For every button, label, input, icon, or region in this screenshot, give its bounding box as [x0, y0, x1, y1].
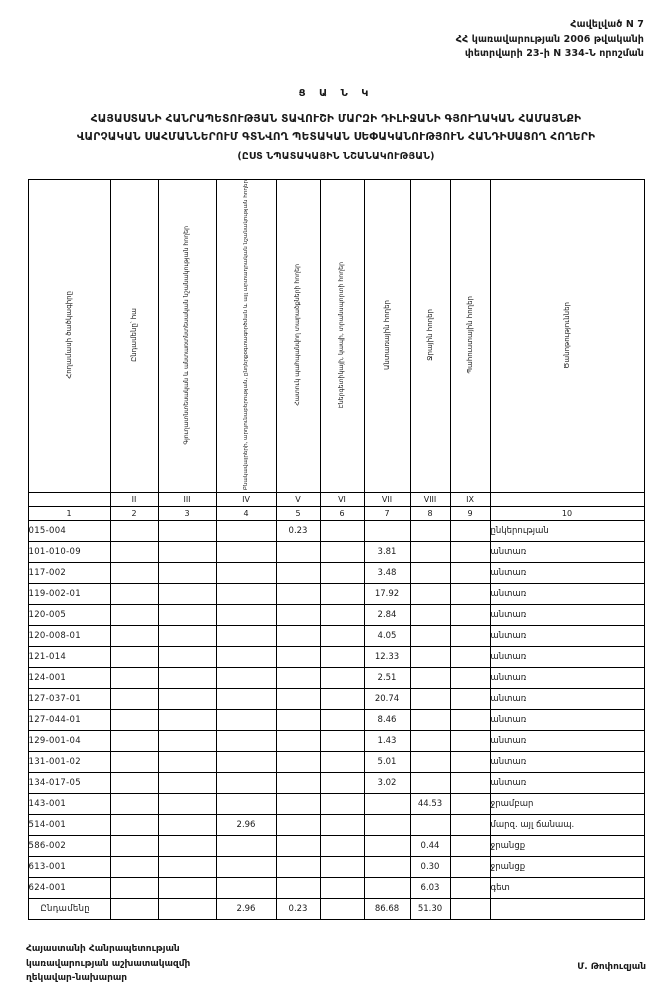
cell-c7 — [364, 815, 410, 836]
cell-c9 — [450, 815, 490, 836]
cell-c6 — [320, 794, 364, 815]
cell-c6 — [320, 710, 364, 731]
footer-line-2: կառավարության աշխատակազմի — [26, 958, 191, 969]
roman-cell-10 — [490, 493, 644, 507]
cell-c7: 20.74 — [364, 689, 410, 710]
cell-note: ընկերության — [490, 521, 644, 542]
cell-code: 586-002 — [28, 836, 110, 857]
cell-c6 — [320, 731, 364, 752]
header-label-energy: Էներգետիկայի, կապի, տրանսպորտի հողեր — [338, 262, 346, 409]
cell-c8 — [410, 689, 450, 710]
cell-c9 — [450, 752, 490, 773]
roman-cell-1 — [28, 493, 110, 507]
cell-c2 — [110, 542, 158, 563]
document-header — [0, 18, 644, 62]
table-row — [28, 626, 644, 647]
total-c6 — [320, 899, 364, 920]
cell-c4 — [216, 773, 276, 794]
header-cell-notes — [490, 179, 644, 492]
cell-note: անտառ — [490, 773, 644, 794]
cell-note: ջրանցք — [490, 857, 644, 878]
footer-signatory-title — [26, 942, 190, 985]
cell-code: 120-008-01 — [28, 626, 110, 647]
header-cell-energy — [320, 179, 364, 492]
roman-cell-6: VI — [320, 493, 364, 507]
cell-c4 — [216, 689, 276, 710]
cell-c4 — [216, 542, 276, 563]
header-label-protected: Հատուկ պահպանվող տարածքների հողեր — [294, 264, 302, 406]
cell-c4 — [216, 710, 276, 731]
total-c7: 86.68 — [364, 899, 410, 920]
cell-code: 124-001 — [28, 668, 110, 689]
header-cell-forest — [364, 179, 410, 492]
title-line-1: ՀԱՅԱՍՏԱՆԻ ՀԱՆՐԱՊԵՏՈՒԹՅԱՆ ՏԱՎՈՒՇԻ ՄԱՐԶԻ ԴԻԼԻՋԱՆԻ ԳՅՈՒՂԱԿԱՆ ՀԱՄԱՅՆՔԻ — [90, 113, 582, 126]
cell-c9 — [450, 605, 490, 626]
index-cell-1: 1 — [28, 507, 110, 521]
cell-c6 — [320, 878, 364, 899]
table-row — [28, 878, 644, 899]
cell-c9 — [450, 857, 490, 878]
cell-c9 — [450, 836, 490, 857]
table-row — [28, 752, 644, 773]
cell-code: 127-037-01 — [28, 689, 110, 710]
cell-c3 — [158, 542, 216, 563]
cell-c7: 4.05 — [364, 626, 410, 647]
cell-note: անտառ — [490, 542, 644, 563]
cell-c3 — [158, 584, 216, 605]
header-line-1: Հավելված N 7 — [570, 19, 644, 30]
index-cell-5: 5 — [276, 507, 320, 521]
title-line-3: (ԸՍՏ ՆՊԱՏԱԿԱՅԻՆ ՆՇԱՆԱԿՈՒԹՅԱՆ) — [237, 150, 435, 162]
cell-c3 — [158, 563, 216, 584]
land-registry-table — [28, 179, 645, 920]
table-row — [28, 584, 644, 605]
cell-c7 — [364, 836, 410, 857]
cell-c9 — [450, 668, 490, 689]
cell-c8 — [410, 584, 450, 605]
cell-c9 — [450, 731, 490, 752]
cell-c4 — [216, 857, 276, 878]
cell-c9 — [450, 878, 490, 899]
cell-c7: 3.81 — [364, 542, 410, 563]
cell-code: 120-005 — [28, 605, 110, 626]
cell-c9 — [450, 584, 490, 605]
cell-code: 134-017-05 — [28, 773, 110, 794]
cell-c3 — [158, 731, 216, 752]
total-label: Ընդամենը — [28, 899, 110, 920]
cell-c2 — [110, 815, 158, 836]
cell-c7: 3.02 — [364, 773, 410, 794]
cell-c7 — [364, 794, 410, 815]
table-row — [28, 689, 644, 710]
cell-code: 131-001-02 — [28, 752, 110, 773]
cell-c2 — [110, 878, 158, 899]
cell-c3 — [158, 647, 216, 668]
table-row — [28, 668, 644, 689]
cell-note: ջրամբար — [490, 794, 644, 815]
header-cell-protected — [276, 179, 320, 492]
cell-c8 — [410, 626, 450, 647]
cell-c2 — [110, 521, 158, 542]
cell-c5 — [276, 668, 320, 689]
header-cell-settlement — [216, 179, 276, 492]
cell-note: անտառ — [490, 668, 644, 689]
cell-c2 — [110, 752, 158, 773]
cell-c2 — [110, 773, 158, 794]
table-row — [28, 773, 644, 794]
cell-c4: 2.96 — [216, 815, 276, 836]
cell-c7 — [364, 878, 410, 899]
cell-c4 — [216, 752, 276, 773]
cell-c5 — [276, 542, 320, 563]
cell-c6 — [320, 668, 364, 689]
roman-cell-3: III — [158, 493, 216, 507]
cell-c6 — [320, 626, 364, 647]
header-label-forest: Անտառային հողեր — [382, 300, 391, 371]
cell-c2 — [110, 836, 158, 857]
cell-c7: 17.92 — [364, 584, 410, 605]
cell-c6 — [320, 563, 364, 584]
cell-c4 — [216, 605, 276, 626]
cell-c2 — [110, 857, 158, 878]
cell-c7: 2.51 — [364, 668, 410, 689]
cell-c2 — [110, 689, 158, 710]
cell-c8 — [410, 731, 450, 752]
roman-cell-2: II — [110, 493, 158, 507]
cell-c7: 12.33 — [364, 647, 410, 668]
cell-c6 — [320, 815, 364, 836]
cell-c9 — [450, 542, 490, 563]
cell-c5 — [276, 605, 320, 626]
header-label-reserve: Պահուստային հողեր — [465, 296, 474, 374]
table-row — [28, 710, 644, 731]
cell-c2 — [110, 563, 158, 584]
table-total-row — [28, 899, 644, 920]
table-row — [28, 563, 644, 584]
cell-c4 — [216, 878, 276, 899]
index-cell-6: 6 — [320, 507, 364, 521]
cell-c6 — [320, 542, 364, 563]
cell-c8 — [410, 710, 450, 731]
cell-c5 — [276, 563, 320, 584]
document-kind: Ց Ա Ն Կ — [298, 88, 374, 100]
cell-c5: 0.23 — [276, 521, 320, 542]
cell-c3 — [158, 773, 216, 794]
total-c2 — [110, 899, 158, 920]
cell-c8 — [410, 647, 450, 668]
cell-code: 101-010-09 — [28, 542, 110, 563]
roman-cell-4: IV — [216, 493, 276, 507]
cell-c9 — [450, 710, 490, 731]
cell-c5 — [276, 815, 320, 836]
table-row — [28, 794, 644, 815]
cell-c4 — [216, 794, 276, 815]
cell-c5 — [276, 878, 320, 899]
cell-c3 — [158, 521, 216, 542]
cell-c5 — [276, 752, 320, 773]
cell-c8: 6.03 — [410, 878, 450, 899]
cell-c3 — [158, 668, 216, 689]
cell-c9 — [450, 647, 490, 668]
cell-c5 — [276, 773, 320, 794]
table-row — [28, 731, 644, 752]
roman-cell-5: V — [276, 493, 320, 507]
document-page — [0, 18, 672, 984]
cell-code: 127-044-01 — [28, 710, 110, 731]
cell-c6 — [320, 836, 364, 857]
cell-c8 — [410, 521, 450, 542]
cell-note: անտառ — [490, 710, 644, 731]
cell-c3 — [158, 794, 216, 815]
footer-line-3: ղեկավար-նախարար — [26, 973, 128, 984]
cell-c5 — [276, 647, 320, 668]
cell-note: անտառ — [490, 605, 644, 626]
cell-c5 — [276, 731, 320, 752]
table-row — [28, 647, 644, 668]
cell-c9 — [450, 626, 490, 647]
cell-c2 — [110, 794, 158, 815]
cell-c6 — [320, 752, 364, 773]
cell-c5 — [276, 710, 320, 731]
cell-note: անտառ — [490, 689, 644, 710]
cell-c2 — [110, 668, 158, 689]
roman-cell-9: IX — [450, 493, 490, 507]
cell-c9 — [450, 794, 490, 815]
table-roman-row — [28, 493, 644, 507]
cell-c8: 44.53 — [410, 794, 450, 815]
document-footer — [26, 942, 646, 985]
table-row — [28, 815, 644, 836]
header-label-notes: Ծանոթություններ — [562, 301, 571, 369]
cell-note: անտառ — [490, 584, 644, 605]
header-label-water: Ջրային հողեր — [425, 309, 434, 362]
header-cell-reserve — [450, 179, 490, 492]
cell-c7 — [364, 857, 410, 878]
cell-c4 — [216, 563, 276, 584]
index-cell-2: 2 — [110, 507, 158, 521]
index-cell-10: 10 — [490, 507, 644, 521]
cell-code: 514-001 — [28, 815, 110, 836]
title-line-2: ՎԱՐՉԱԿԱՆ ՍԱՀՄԱՆՆԵՐՈՒՄ ԳՏՆՎՈՂ ՊԵՏԱԿԱՆ ՍԵՓԱԿԱՆՈՒԹՅՈՒՆ ՀԱՆԴԻՍԱՑՈՂ ՀՈՂԵՐԻ — [76, 131, 596, 143]
total-c5: 0.23 — [276, 899, 320, 920]
header-line-2: ՀՀ կառավարության 2006 թվականի — [455, 33, 644, 45]
table-row — [28, 542, 644, 563]
header-label-agricultural: Գյուղատնտեսական և անտառտնտեսական նշանակության հողեր — [183, 225, 191, 445]
cell-c6 — [320, 521, 364, 542]
cell-c5 — [276, 584, 320, 605]
cell-c3 — [158, 752, 216, 773]
cell-c3 — [158, 857, 216, 878]
cell-c9 — [450, 563, 490, 584]
header-cell-code — [28, 179, 110, 492]
total-c4: 2.96 — [216, 899, 276, 920]
cell-c2 — [110, 626, 158, 647]
header-label-code: Հողամասի ծածկագիրը — [64, 291, 73, 379]
cell-c8: 0.30 — [410, 857, 450, 878]
cell-c6 — [320, 857, 364, 878]
cell-c2 — [110, 731, 158, 752]
cell-c2 — [110, 710, 158, 731]
cell-c4 — [216, 584, 276, 605]
cell-note: գետ — [490, 878, 644, 899]
cell-c3 — [158, 605, 216, 626]
table-row — [28, 521, 644, 542]
cell-note: ջրանցք — [490, 836, 644, 857]
cell-c3 — [158, 710, 216, 731]
index-cell-7: 7 — [364, 507, 410, 521]
table-body — [28, 521, 644, 899]
cell-c8 — [410, 752, 450, 773]
cell-c3 — [158, 689, 216, 710]
cell-c9 — [450, 689, 490, 710]
cell-c4 — [216, 626, 276, 647]
cell-code: 121-014 — [28, 647, 110, 668]
header-label-total: Ընդամենը՝ հա — [129, 308, 138, 363]
total-c3 — [158, 899, 216, 920]
cell-c7: 1.43 — [364, 731, 410, 752]
header-cell-water — [410, 179, 450, 492]
table-header-row — [28, 179, 644, 492]
cell-code: 624-001 — [28, 878, 110, 899]
cell-c8 — [410, 542, 450, 563]
cell-c6 — [320, 584, 364, 605]
cell-c4 — [216, 647, 276, 668]
table-row — [28, 857, 644, 878]
document-title — [34, 111, 638, 165]
cell-c7: 8.46 — [364, 710, 410, 731]
cell-c8 — [410, 815, 450, 836]
footer-line-1: Հայաստանի Հանրապետության — [26, 944, 180, 955]
table-index-row — [28, 507, 644, 521]
cell-note: մարզ. այլ ճանապ. — [490, 815, 644, 836]
table-row — [28, 836, 644, 857]
cell-c9 — [450, 773, 490, 794]
cell-c8 — [410, 563, 450, 584]
cell-note: անտառ — [490, 626, 644, 647]
cell-c5 — [276, 836, 320, 857]
roman-cell-7: VII — [364, 493, 410, 507]
cell-c2 — [110, 605, 158, 626]
cell-c3 — [158, 626, 216, 647]
cell-c8 — [410, 773, 450, 794]
cell-c4 — [216, 836, 276, 857]
header-label-settlement: Բնակավայրերի, արդյունաբերության, ընդերքօգտագործման և այլ արտադրական նշանակության հողեր — [242, 179, 249, 491]
index-cell-9: 9 — [450, 507, 490, 521]
index-cell-4: 4 — [216, 507, 276, 521]
cell-c5 — [276, 689, 320, 710]
cell-code: 117-002 — [28, 563, 110, 584]
index-cell-3: 3 — [158, 507, 216, 521]
cell-code: 129-001-04 — [28, 731, 110, 752]
total-c9 — [450, 899, 490, 920]
footer-signatory-name: Մ. Թոփուզյան — [577, 962, 646, 973]
cell-c8 — [410, 605, 450, 626]
cell-c5 — [276, 857, 320, 878]
cell-c4 — [216, 668, 276, 689]
cell-c9 — [450, 521, 490, 542]
cell-note: անտառ — [490, 752, 644, 773]
header-line-3: փետրվարի 23-ի N 334-Ն որոշման — [464, 48, 644, 60]
cell-c7: 5.01 — [364, 752, 410, 773]
cell-code: 119-002-01 — [28, 584, 110, 605]
total-c8: 51.30 — [410, 899, 450, 920]
cell-c4 — [216, 731, 276, 752]
cell-c4 — [216, 521, 276, 542]
cell-c3 — [158, 815, 216, 836]
cell-note: անտառ — [490, 647, 644, 668]
cell-c6 — [320, 605, 364, 626]
cell-note: անտառ — [490, 731, 644, 752]
header-cell-total — [110, 179, 158, 492]
cell-c7: 3.48 — [364, 563, 410, 584]
cell-c2 — [110, 584, 158, 605]
table-row — [28, 605, 644, 626]
cell-c6 — [320, 773, 364, 794]
cell-c8 — [410, 668, 450, 689]
cell-c6 — [320, 647, 364, 668]
header-cell-agricultural — [158, 179, 216, 492]
cell-c3 — [158, 878, 216, 899]
cell-code: 613-001 — [28, 857, 110, 878]
index-cell-8: 8 — [410, 507, 450, 521]
cell-note: անտառ — [490, 563, 644, 584]
cell-c6 — [320, 689, 364, 710]
cell-c5 — [276, 794, 320, 815]
cell-c7 — [364, 521, 410, 542]
cell-c8: 0.44 — [410, 836, 450, 857]
cell-c5 — [276, 626, 320, 647]
cell-code: 143-001 — [28, 794, 110, 815]
total-note — [490, 899, 644, 920]
cell-c7: 2.84 — [364, 605, 410, 626]
roman-cell-8: VIII — [410, 493, 450, 507]
cell-c2 — [110, 647, 158, 668]
cell-c3 — [158, 836, 216, 857]
cell-code: 015-004 — [28, 521, 110, 542]
